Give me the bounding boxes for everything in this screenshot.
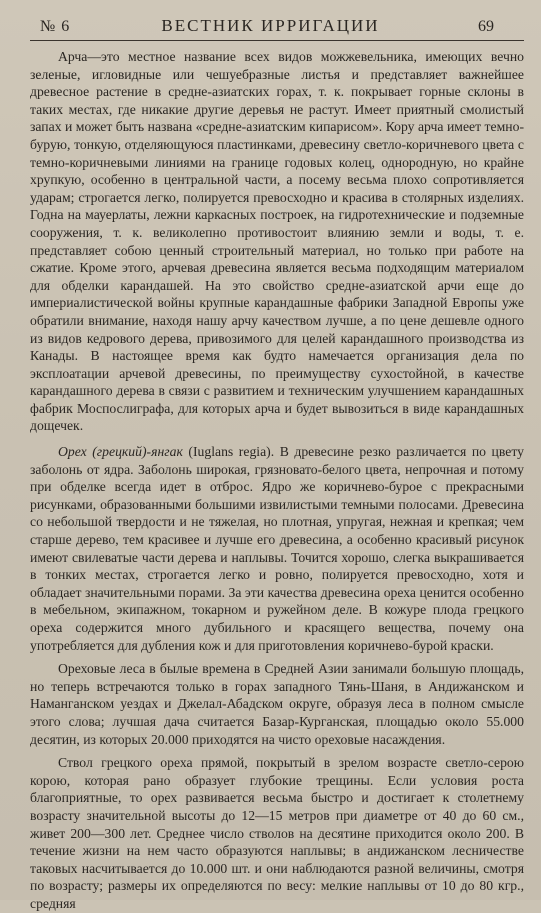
paragraph-walnut (30, 443, 524, 654)
paragraph-lead: Орех (грецкий)-янгак (58, 444, 183, 460)
paragraph-walnut-forests (30, 660, 524, 748)
paragraph-text: Арча—это местное название всех видов можжевельника, имеющих вечно зеленые, игловидные или чешуебразные листья и представляет важнейшее древесное растение в средне-азиатских горах, т. к. покрывает горные склоны в таких местах, где никакие другие деревья не растут. Имеет приятный смолистый запах и может быть названа «средне-азиатским кипарисом». Кору арча имеет темно-бурую, тонкую, отделяющуюся пластинками, древесину светло-коричневого цвета с темно-коричневыми линиями на границе годовых колец, однородную, но крайне хрупкую, особенно в центральной части, а посему весьма плохо сопротивляется ударам; строгается легко, полируется превосходно и красива в столярных изделиях. Годна на мауерлаты, лежни каркасных построек, на гидротехнические и подземные сооружения, т. к. великолепно противостоит влиянию земли и воды, т. е. представляет собою ценный строительный материал, но только при работе на сжатие. Кроме этого, арчевая древесина является весьма подходящим материалом для обделки карандашей. На это свойство средне-азиатской арчи еще до империалистической войны крупные карандашные фабрики Западной Европы уже обратили внимание, находя нашу арчу качеством лучше, а по цене дешевле одного из видов кедрового дерева, привозимого для целей карандашного производства из Канады. В настоящее время как будто намечается организация дела по эксплоатации арчевой древесины, по преимуществу сухостойной, в качестве карандашного дерева в связи с развитием и техническим улучшением карандашных фабрик Моспослиграфа, для которых арча и будет вывозиться в виде карандашных дощечек. (30, 49, 524, 434)
paragraph-text: (Iuglans regia). В древесине резко различается по цвету заболонь от ядра. Заболонь широкая, грязновато-белого цвета, непрочная и потому при обделке всегда идет в отброс. Ядро же коричнево-бурое с прекрасными рисунками, образованными большими извилистыми темными полосами. Древесина со небольшой твердости и не тяжелая, но плотная, упругая, нежная и крепкая; чем старше дерево, тем красивее и лучше его древесина, а особенно красивый рисунок имеют свилеватые части дерева и наплывы. Точится хорошо, слегка выкрашивается в тонких местах, строгается легко и ровно, полируется превосходно, хотя и обладает значительными порами. За эти качества древесина ореха ценится особенно в мебельном, экипажном, токарном и ружейном деле. В кожуре плода грецкого ореха содержится много дубильного и красящего вещества, почему она употребляется для дубления кож и для приготовления коричнево-бурой краски. (30, 444, 524, 653)
journal-title: ВЕСТНИК ИРРИГАЦИИ (161, 16, 380, 35)
paragraph-text: Ореховые леса в былые времена в Средней Азии занимали большую площадь, но теперь встречаются только в горах западного Тянь-Шаня, в Андижанском и Наманганском уездах и Джелал-Абадском округе, образуя леса в полном смысле этого слова; лучшая дача считается Базар-Курганская, площадью около 55.000 десятин, из которых 20.000 приходятся на чисто ореховые насаждения. (30, 661, 524, 747)
article-body (30, 48, 524, 913)
paragraph-walnut-trunk (30, 754, 524, 912)
header-rule (30, 40, 524, 41)
page-number: 69 (478, 18, 494, 35)
paragraph-archa (30, 48, 524, 435)
paragraph-text: Ствол грецкого ореха прямой, покрытый в зрелом возрасте светло-серою корою, которая рано образует глубокие трещины. Если условия роста благоприятные, то орех развивается весьма быстро и достигает к столетнему возрасту значительной высоты до 12—15 метров при диаметре от 40 до 60 см., живет 200—300 лет. Среднее число стволов на десятине приходится около 200. В течение жизни на нем часто образуются наплывы; в андижанском лесничестве таковых насчитывается до 10.000 шт. и они наблюдаются разной величины, смотря по возрасту; размеры их определяются по весу: мелкие наплывы от 10 до 80 кгр., средняя (30, 755, 524, 911)
issue-number: № 6 (40, 18, 71, 35)
running-header (0, 0, 541, 44)
